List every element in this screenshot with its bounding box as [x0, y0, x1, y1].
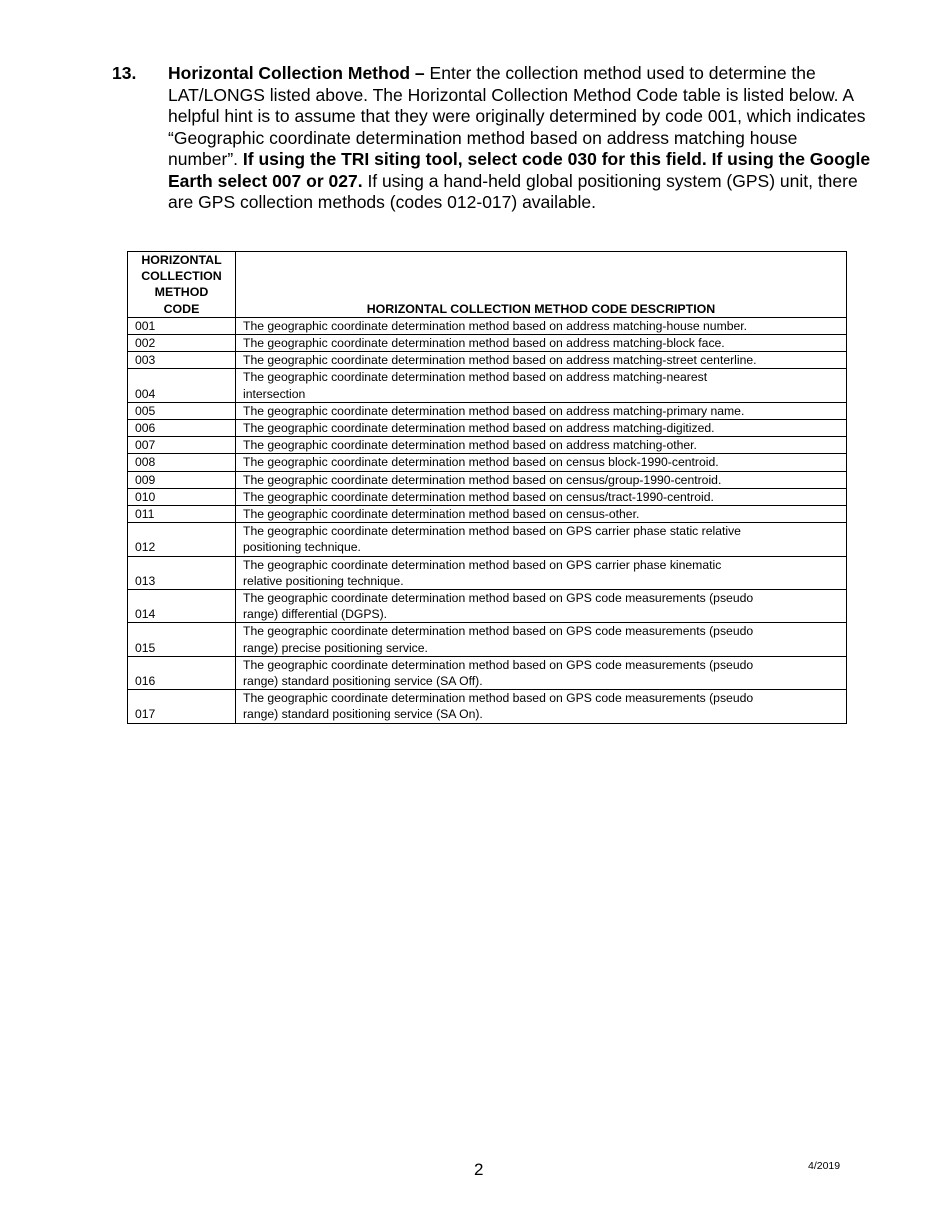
method-code: 009	[128, 471, 236, 488]
description-line: range) standard positioning service (SA Off).	[243, 674, 483, 689]
method-description	[236, 454, 847, 471]
description-line: The geographic coordinate determination method based on GPS code measurements (pseudo	[243, 591, 754, 606]
method-description	[236, 690, 847, 723]
description-line: The geographic coordinate determination method based on address matching-primary name.	[243, 403, 745, 418]
method-description	[236, 656, 847, 689]
description-line: The geographic coordinate determination method based on address matching-nearest	[243, 370, 708, 385]
section-bold-1: If using the TRI siting tool, select code 030 for this field.	[242, 149, 707, 169]
method-code: 013	[128, 556, 236, 589]
section-bold-2: If using the Google Earth select 007 or 027.	[168, 149, 871, 191]
description-line: The geographic coordinate determination method based on address matching-house number.	[243, 318, 748, 333]
section-title: Horizontal Collection Method –	[168, 63, 425, 83]
method-code: 012	[128, 523, 236, 556]
description-line: The geographic coordinate determination method based on address matching-street centerline.	[243, 353, 757, 368]
description-line: The geographic coordinate determination method based on GPS code measurements (pseudo	[243, 691, 754, 706]
method-code: 008	[128, 454, 236, 471]
header-code-line: COLLECTION	[141, 269, 222, 284]
method-description	[236, 590, 847, 623]
method-description	[236, 402, 847, 419]
table-row	[128, 420, 847, 437]
method-code: 011	[128, 506, 236, 523]
description-line: range) standard positioning service (SA On).	[243, 707, 483, 722]
table-row	[128, 402, 847, 419]
table-row	[128, 690, 847, 723]
method-code: 004	[128, 369, 236, 402]
description-line: positioning technique.	[243, 540, 361, 555]
table-body	[128, 317, 847, 723]
table-row	[128, 656, 847, 689]
table-row	[128, 556, 847, 589]
revision-date: 4/2019	[808, 1160, 841, 1172]
method-description	[236, 488, 847, 505]
method-code: 003	[128, 352, 236, 369]
collection-method-table	[127, 251, 847, 724]
description-line: The geographic coordinate determination method based on census/tract-1990-centroid.	[243, 489, 714, 504]
table-row	[128, 352, 847, 369]
description-line: range) differential (DGPS).	[243, 607, 388, 622]
method-code: 014	[128, 590, 236, 623]
description-line: The geographic coordinate determination method based on GPS code measurements (pseudo	[243, 657, 754, 672]
method-code: 016	[128, 656, 236, 689]
method-description	[236, 556, 847, 589]
method-description	[236, 335, 847, 352]
table-row	[128, 523, 847, 556]
description-line: range) precise positioning service.	[243, 640, 428, 655]
header-code-line: HORIZONTAL	[141, 253, 222, 267]
method-description	[236, 623, 847, 656]
page-number: 2	[474, 1160, 484, 1179]
table-row	[128, 471, 847, 488]
method-description	[236, 317, 847, 334]
method-code: 007	[128, 437, 236, 454]
section-text-2: If using a hand-held global positioning system (GPS) unit, there are GPS collection methods (codes 012-017) available.	[168, 170, 858, 212]
section-text-1: Enter the collection method used to determine the LAT/LONGS listed above. The Horizontal Collection Method Code table is listed below. A helpful hint is to assume that they were originally determined by code 001, which indicates “Geographic coordinate determination method based on address matching house number”.	[168, 63, 866, 169]
table-row	[128, 506, 847, 523]
section-number: 13.	[112, 63, 137, 83]
header-code-line: CODE	[163, 301, 200, 316]
table-row	[128, 623, 847, 656]
method-description	[236, 369, 847, 402]
description-line: The geographic coordinate determination method based on address matching-block face.	[243, 336, 725, 351]
table-row	[128, 335, 847, 352]
method-description	[236, 523, 847, 556]
method-description	[236, 437, 847, 454]
method-code: 006	[128, 420, 236, 437]
method-description	[236, 471, 847, 488]
description-line: intersection	[243, 386, 306, 401]
table-row	[128, 454, 847, 471]
method-description	[236, 352, 847, 369]
method-code: 001	[128, 317, 236, 334]
header-description: HORIZONTAL COLLECTION METHOD CODE DESCRIPTION	[236, 252, 847, 318]
table-row	[128, 369, 847, 402]
section-13	[112, 63, 872, 214]
method-code: 002	[128, 335, 236, 352]
description-line: The geographic coordinate determination method based on census block-1990-centroid.	[243, 455, 719, 470]
table-header-row	[128, 252, 847, 318]
method-code: 010	[128, 488, 236, 505]
description-line: The geographic coordinate determination method based on address matching-digitized.	[243, 421, 715, 436]
table-row	[128, 317, 847, 334]
header-code-line: METHOD	[154, 285, 209, 300]
description-line: The geographic coordinate determination method based on census-other.	[243, 507, 640, 522]
table-row	[128, 590, 847, 623]
method-description	[236, 420, 847, 437]
description-line: The geographic coordinate determination method based on GPS carrier phase static relative	[243, 524, 741, 539]
description-line: The geographic coordinate determination method based on GPS carrier phase kinematic	[243, 557, 722, 572]
description-line: relative positioning technique.	[243, 573, 404, 588]
table-row	[128, 488, 847, 505]
method-code: 005	[128, 402, 236, 419]
description-line: The geographic coordinate determination method based on address matching-other.	[243, 438, 697, 453]
method-code: 017	[128, 690, 236, 723]
header-code	[128, 252, 236, 318]
method-code: 015	[128, 623, 236, 656]
description-line: The geographic coordinate determination method based on census/group-1990-centroid.	[243, 472, 722, 487]
section-paragraph	[168, 63, 872, 214]
table-row	[128, 437, 847, 454]
method-description	[236, 506, 847, 523]
description-line: The geographic coordinate determination method based on GPS code measurements (pseudo	[243, 624, 754, 639]
